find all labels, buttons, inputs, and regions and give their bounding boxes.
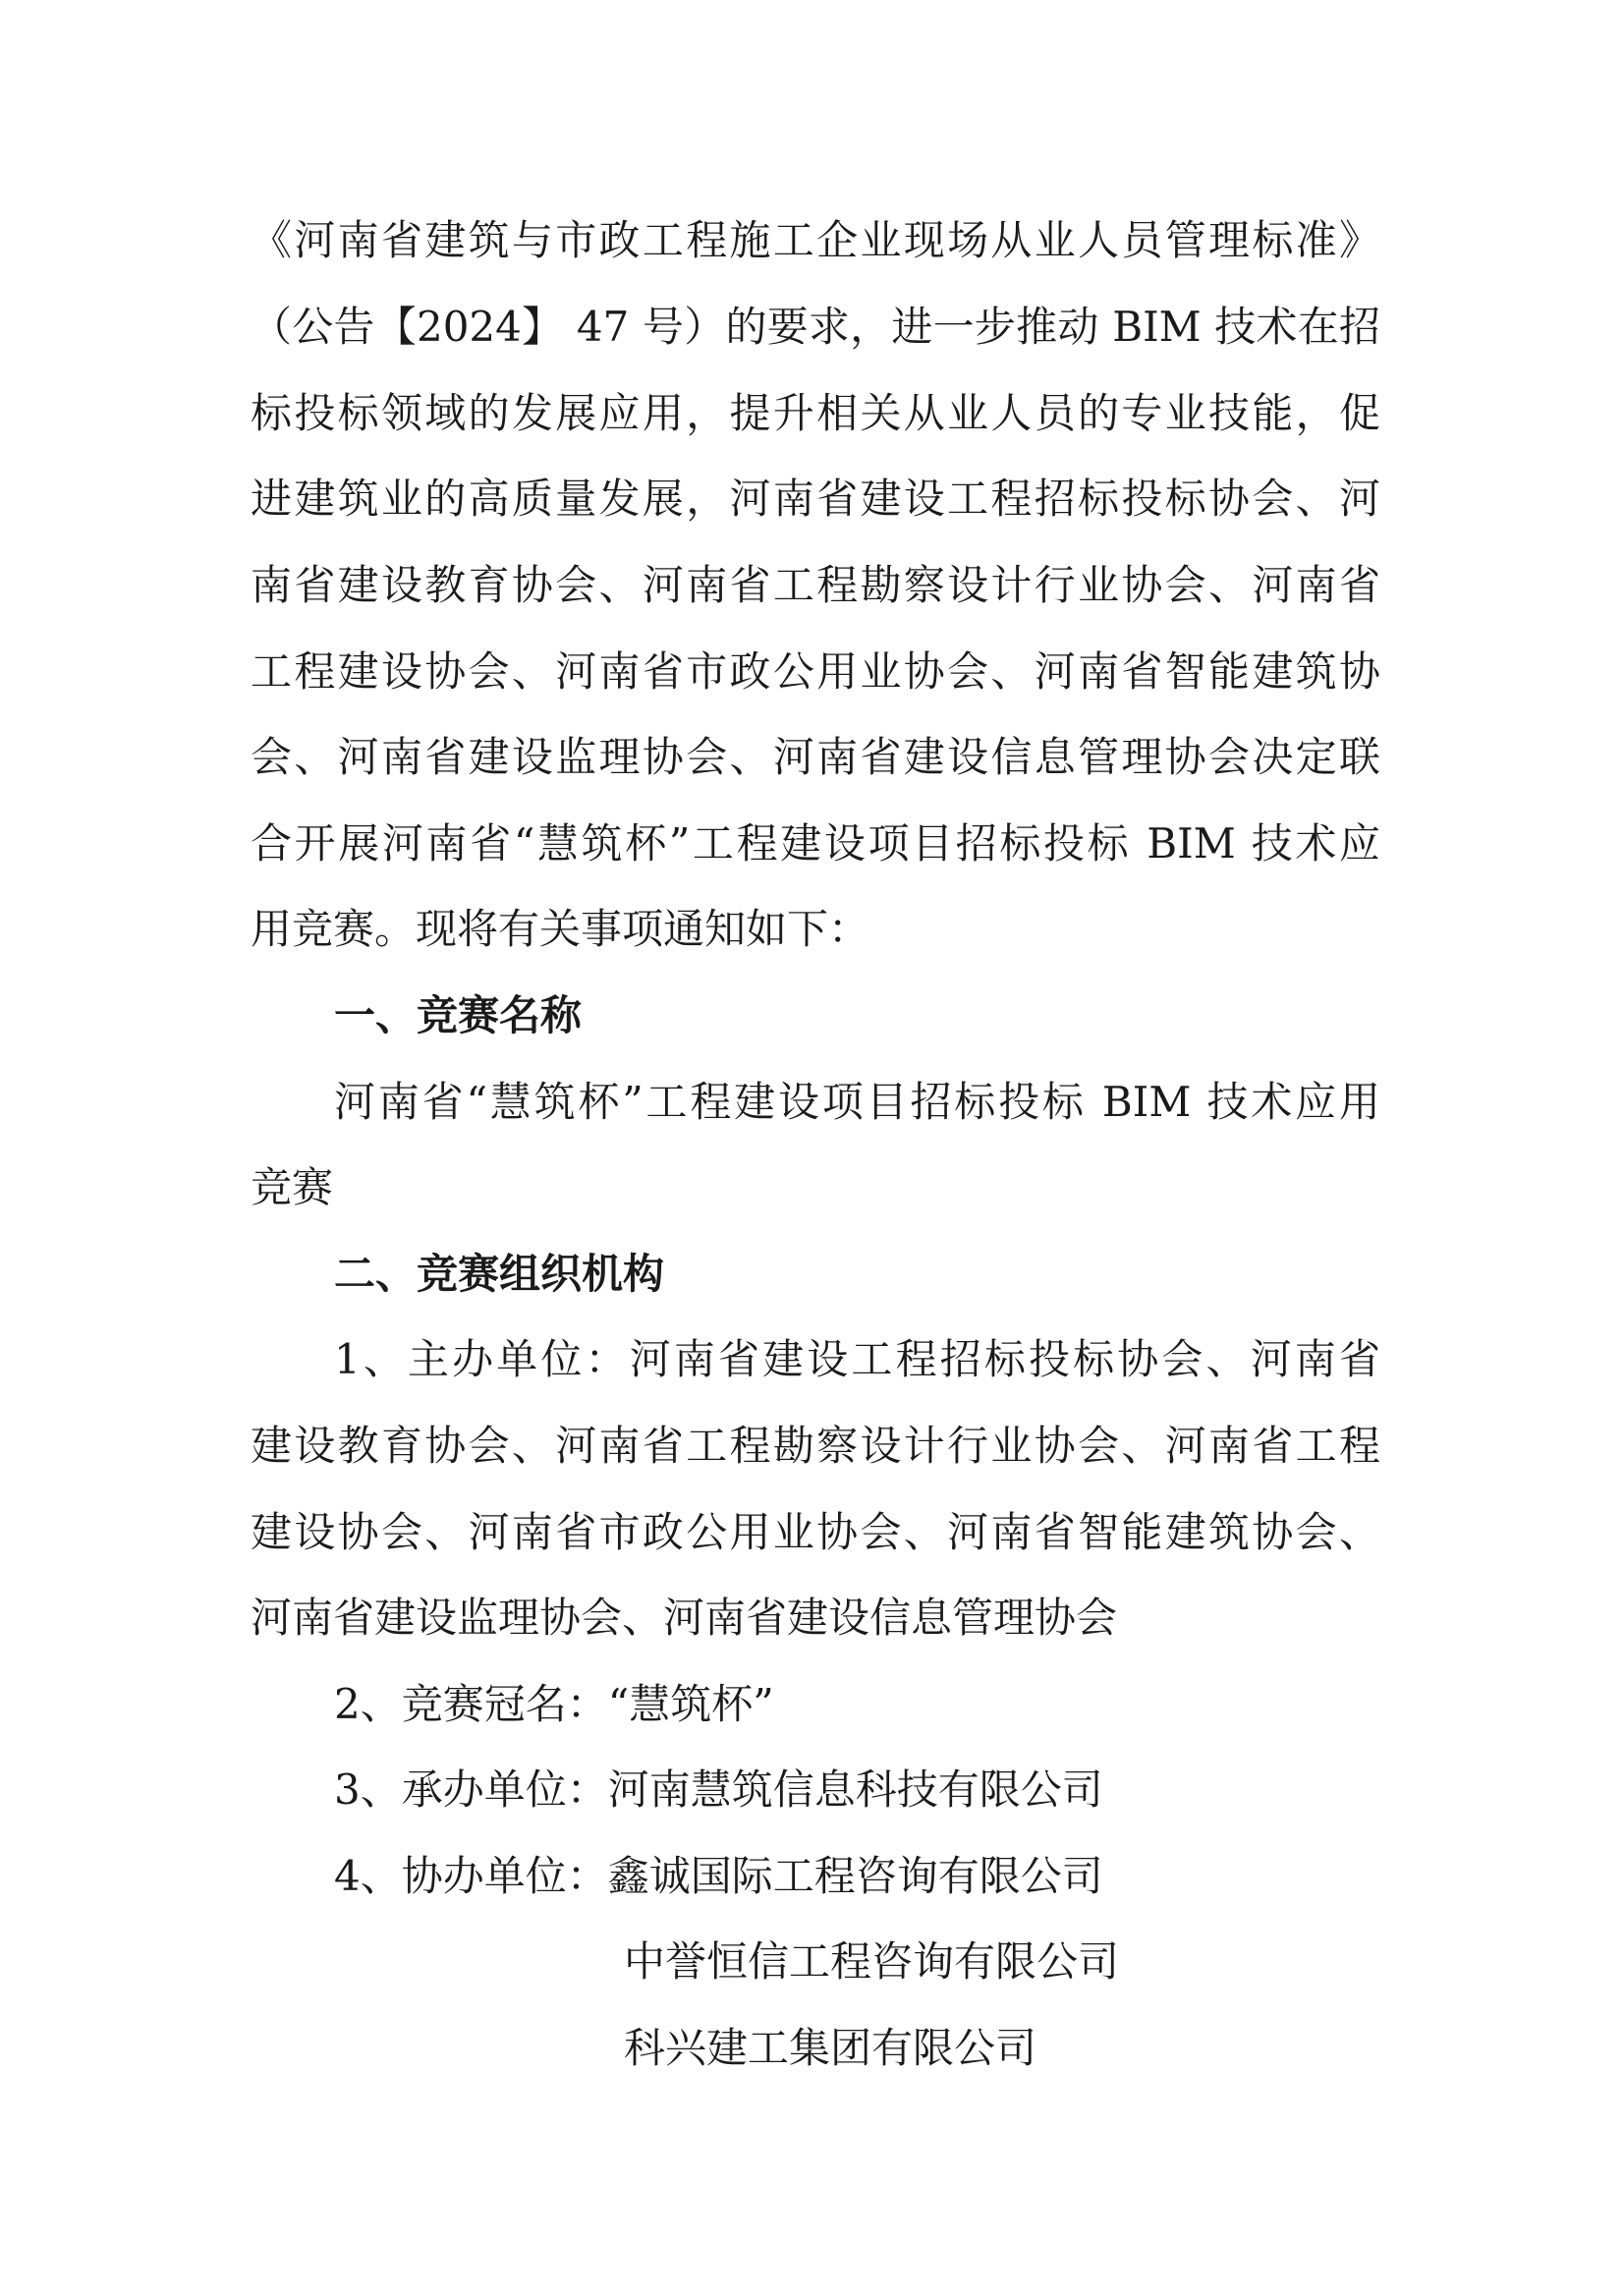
title-sponsor-line: 2、竞赛冠名：“慧筑杯”	[334, 1680, 774, 1728]
host-line-4: 河南省建设监理协会、河南省建设信息管理协会	[251, 1594, 1118, 1642]
intro-line-1: 《河南省建筑与市政工程施工企业现场从业人员管理标准》	[251, 216, 1380, 264]
host-line-3: 建设协会、河南省市政公用业协会、河南省智能建筑协会、	[251, 1508, 1380, 1556]
intro-line-6: 工程建设协会、河南省市政公用业协会、河南省智能建筑协	[251, 647, 1380, 696]
section-1-line-2: 竞赛	[251, 1163, 334, 1211]
intro-line-4: 进建筑业的高质量发展，河南省建设工程招标投标协会、河	[251, 475, 1380, 523]
co-organizer-line-2: 中誉恒信工程咨询有限公司	[624, 1937, 1120, 1986]
organizer-line: 3、承办单位：河南慧筑信息科技有限公司	[334, 1765, 1103, 1814]
intro-line-9: 用竞赛。现将有关事项通知如下：	[251, 905, 870, 953]
co-organizer-line-1: 4、协办单位：鑫诚国际工程咨询有限公司	[334, 1852, 1103, 1900]
section-1-heading: 一、竞赛名称	[334, 991, 583, 1039]
intro-line-5: 南省建设教育协会、河南省工程勘察设计行业协会、河南省	[251, 561, 1380, 609]
host-line-1: 1、主办单位：河南省建设工程招标投标协会、河南省	[334, 1335, 1380, 1383]
co-organizer-line-3: 科兴建工集团有限公司	[624, 2024, 1037, 2072]
section-2-heading: 二、竞赛组织机构	[334, 1250, 665, 1298]
intro-line-8: 合开展河南省“慧筑杯”工程建设项目招标投标 BIM 技术应	[251, 819, 1380, 868]
intro-line-3: 标投标领域的发展应用，提升相关从业人员的专业技能，促	[251, 389, 1380, 437]
host-line-2: 建设教育协会、河南省工程勘察设计行业协会、河南省工程	[251, 1422, 1380, 1470]
intro-line-7: 会、河南省建设监理协会、河南省建设信息管理协会决定联	[251, 733, 1380, 781]
intro-line-2: （公告【2024】 47 号）的要求，进一步推动 BIM 技术在招	[251, 303, 1380, 351]
section-1-line-1: 河南省“慧筑杯”工程建设项目招标投标 BIM 技术应用	[334, 1078, 1380, 1126]
